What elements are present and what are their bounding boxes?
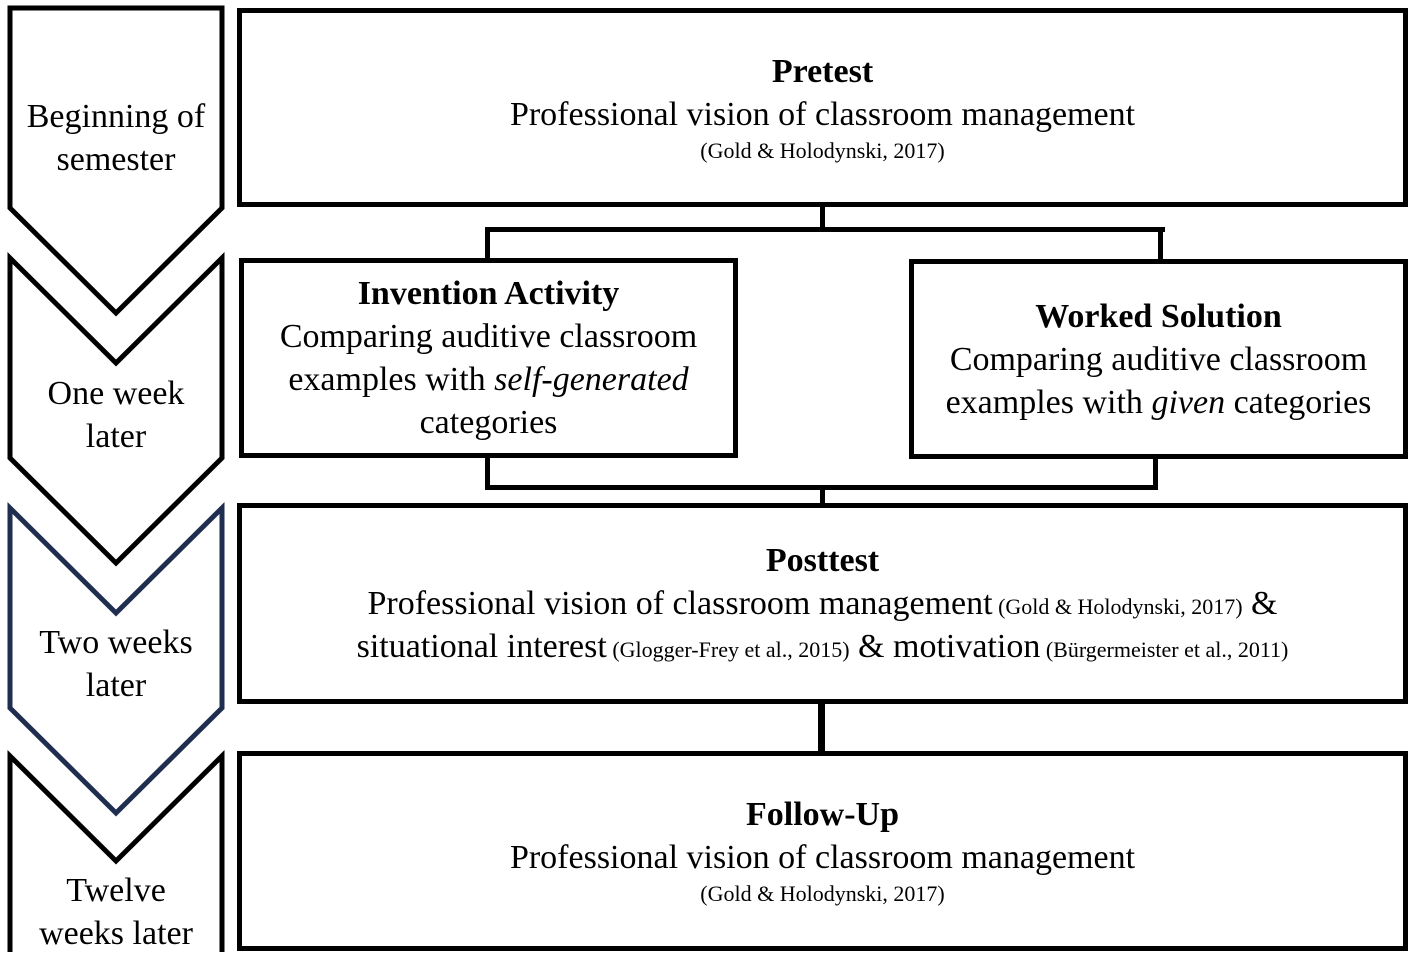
connector-pretest-down [820, 205, 825, 229]
pretest-title: Pretest [771, 52, 874, 90]
time-label-twelve-weeks: Twelve weeks later [39, 872, 193, 952]
posttest-measure-2: situational interest [356, 628, 607, 665]
time-label-beginning: Beginning of semester [26, 98, 206, 178]
posttest-measure-3: motivation [893, 628, 1041, 665]
time-label-two-weeks: Two weeks later [39, 624, 193, 704]
pretest-measure: Professional vision of classroom management [509, 95, 1136, 133]
posttest-citation-2: (Glogger-Frey et al., 2015) [606, 637, 850, 662]
followup-citation: (Gold & Holodynski, 2017) [700, 881, 945, 906]
invention-emphasis: self-generated [494, 361, 689, 398]
worked-description [924, 338, 1393, 424]
invention-text-before: Comparing auditive classroom examples with [279, 318, 698, 398]
pretest-citation: (Gold & Holodynski, 2017) [700, 137, 945, 163]
time-label-one-week: One week later [47, 375, 185, 455]
posttest-title: Posttest [765, 542, 880, 579]
followup-title: Follow-Up [746, 796, 899, 833]
worked-text-before: Comparing auditive classroom examples with [945, 340, 1368, 421]
posttest-conj-1: & [1242, 585, 1278, 622]
connector-split-right [1158, 227, 1163, 262]
posttest-line-1 [367, 582, 1277, 625]
invention-text-after: categories [419, 404, 558, 441]
invention-description [254, 315, 723, 444]
posttest-box [237, 503, 1408, 704]
connector-split-left [485, 227, 490, 261]
pretest-box [237, 8, 1408, 207]
connector-posttest-down [818, 700, 825, 755]
followup-measure: Professional vision of classroom management [509, 839, 1136, 876]
posttest-measure-1: Professional vision of classroom management [367, 585, 993, 622]
posttest-conj-2: & [849, 628, 893, 665]
posttest-citation-1: (Gold & Holodynski, 2017) [992, 594, 1243, 619]
connector-split-horizontal [485, 227, 1165, 232]
posttest-citation-3: (Bürgermeister et al., 2011) [1040, 637, 1289, 662]
worked-text-after: categories [1225, 383, 1372, 421]
invention-activity-box [239, 258, 738, 458]
worked-emphasis: given [1151, 383, 1226, 421]
worked-title: Worked Solution [1035, 297, 1282, 335]
posttest-line-2 [357, 625, 1289, 668]
followup-box [237, 751, 1408, 951]
worked-solution-box [909, 259, 1408, 459]
invention-title: Invention Activity [357, 275, 620, 312]
